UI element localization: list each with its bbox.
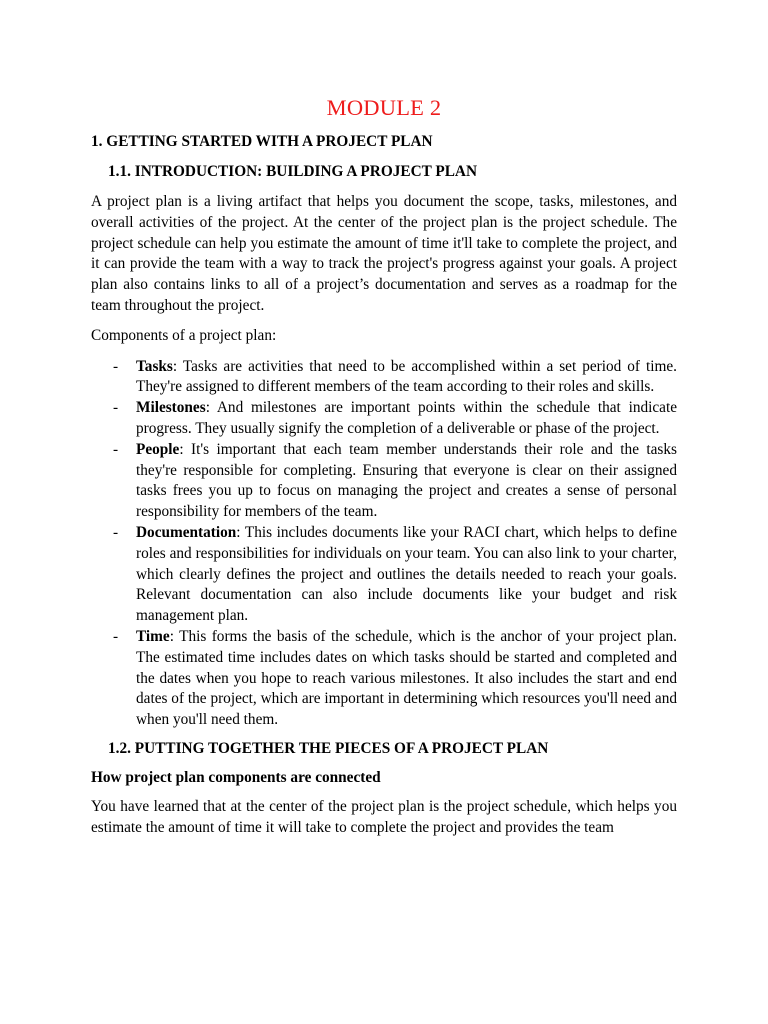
intro-paragraph: A project plan is a living artifact that helps you document the scope, tasks, milestones, and overall activities of the project. At the center of the project plan is the project schedule. The project schedule can help you estimate the amount of time it'll take to complete the project, and it can provide the team with a way to track the project's progress against your goals. A project plan also contains links to all of a project’s documentation and serves as a roadmap for the team throughout the project. [91,193,677,314]
subheading: How project plan components are connected [91,768,381,786]
components-list [91,357,677,731]
section-heading-1-1: 1.1. INTRODUCTION: BUILDING A PROJECT PLAN [108,163,478,180]
section-heading-1: 1. GETTING STARTED WITH A PROJECT PLAN [91,133,433,150]
bullet-dash: - [113,399,119,417]
bullet-dash: - [113,523,119,541]
closing-paragraph: You have learned that at the center of the project plan is the project schedule, which helps you estimate the amount of time it will take to complete the project and provides the team [91,797,677,836]
list-item-term: Documentation [136,523,237,541]
list-item [91,357,677,399]
list-item [91,523,677,627]
list-item-term: People [136,440,180,458]
section-heading-1-2: 1.2. PUTTING TOGETHER THE PIECES OF A PROJECT PLAN [108,739,549,757]
list-item-text: : This forms the basis of the schedule, which is the anchor of your project plan. The estimated time includes dates on which tasks should be started and completed and the dates when you hope to reach various milestones. It also includes the start and end dates of the project, which are important in determining which resources you'll need and when you'll need them. [136,627,677,729]
list-item [91,398,677,440]
list-item [91,627,677,731]
list-item-term: Tasks [136,357,173,375]
list-item-term: Time [136,627,170,645]
list-item [91,440,677,523]
bullet-dash: - [113,357,119,375]
list-item-text: : Tasks are activities that need to be accomplished within a set period of time. They're assigned to different members of the team according to their roles and skills. [136,357,677,396]
list-item-text: : It's important that each team member understands their role and the tasks they're responsible for completing. Ensuring that everyone is clear on their assigned tasks frees you up to focus on managing the project and creates a sense of personal responsibility for members of the team. [136,440,677,521]
list-item-text: : And milestones are important points within the schedule that indicate progress. They usually signify the completion of a deliverable or phase of the project. [136,399,677,437]
list-item-text: : This includes documents like your RACI chart, which helps to define roles and responsibilities for individuals on your team. You can also link to your charter, which clearly defines the project and outlines the details needed to reach your goals. Relevant documentation can also include documents like your budget and risk management plan. [136,523,677,625]
module-title: MODULE 2 [326,95,442,120]
bullet-dash: - [113,627,119,645]
components-intro: Components of a project plan: [91,326,277,344]
list-item-term: Milestones [136,399,206,417]
bullet-dash: - [113,440,119,458]
